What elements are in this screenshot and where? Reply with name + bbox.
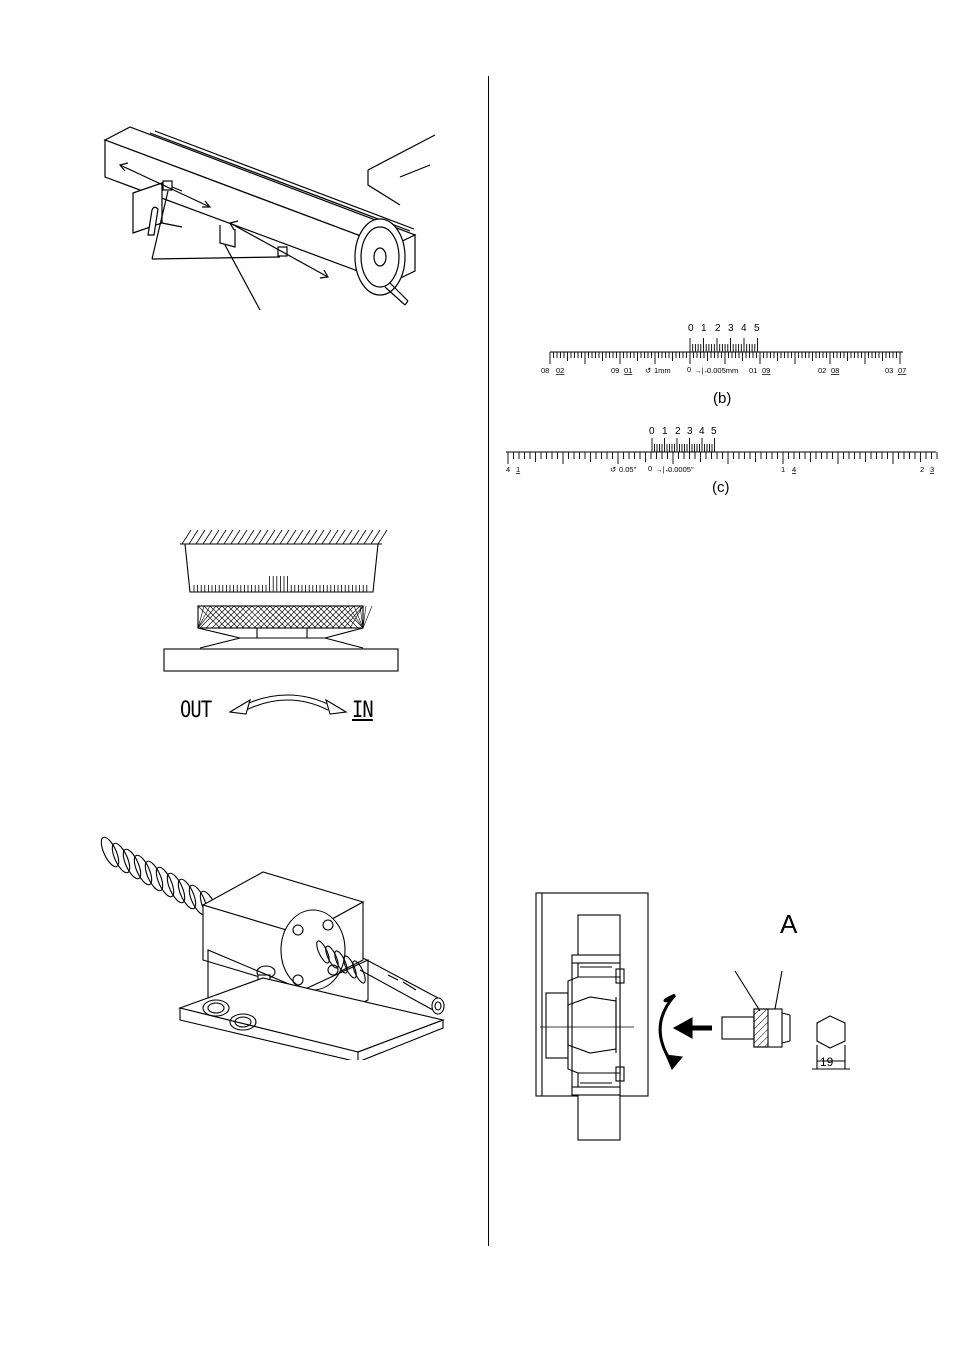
- vernier-b-zero: 0: [687, 365, 692, 374]
- vernier-c-number-5: 5: [711, 426, 717, 437]
- vernier-scale-c: [500, 420, 940, 500]
- vernier-c-number-3: 3: [687, 426, 693, 437]
- vernier-c-unit-icon: ↺: [610, 465, 617, 474]
- vernier-c-number-4: 4: [699, 426, 705, 437]
- vernier-c-label-a: 2: [920, 465, 925, 474]
- vernier-c-label-b: 1: [516, 465, 521, 474]
- vernier-b-label-b: 08: [831, 366, 840, 375]
- dial-figure: [160, 522, 405, 677]
- hex-size-label: 19: [820, 1055, 834, 1069]
- vernier-c-unit: 0.05": [619, 465, 637, 474]
- out-label: OUT: [180, 698, 212, 723]
- vernier-b-number-0: 0: [688, 323, 694, 334]
- in-label: IN: [352, 698, 373, 723]
- vernier-c-resolution-icon: →|←: [655, 465, 672, 474]
- vernier-b-number-1: 1: [701, 323, 707, 334]
- vernier-c-number-1: 1: [662, 426, 668, 437]
- vernier-b-number-2: 2: [715, 323, 721, 334]
- vernier-b-unit-icon: ↺: [645, 366, 652, 375]
- detail-label-a: A: [780, 909, 798, 939]
- vernier-c-resolution: 0.0005": [668, 465, 694, 474]
- vernier-c-number-2: 2: [675, 426, 681, 437]
- vernier-c-label-a: 1: [781, 465, 786, 474]
- vernier-b-number-5: 5: [754, 323, 760, 334]
- vernier-b-label-b: 02: [556, 366, 565, 375]
- vernier-scale-b: [535, 318, 915, 413]
- vernier-b-label-a: 02: [818, 366, 827, 375]
- vernier-c-label-b: 3: [930, 465, 935, 474]
- vernier-b-label-b: 09: [762, 366, 771, 375]
- vernier-b-resolution: 0.005mm: [707, 366, 739, 375]
- vernier-b-resolution-icon: →|←: [694, 366, 711, 375]
- vernier-b-label-a: 09: [611, 366, 620, 375]
- vernier-c-label-a: 4: [506, 465, 511, 474]
- vernier-b-unit: 1mm: [654, 366, 671, 375]
- vernier-b-caption: (b): [713, 390, 732, 407]
- vernier-c-zero: 0: [648, 464, 653, 473]
- vernier-b-label-b: 01: [624, 366, 633, 375]
- vernier-b-label-b: 07: [898, 366, 907, 375]
- direction-arc-arrow: [228, 690, 348, 720]
- spindle-bolt-figure: [530, 885, 860, 1145]
- vernier-b-number-3: 3: [728, 323, 734, 334]
- vernier-c-label-b: 4: [792, 465, 797, 474]
- vernier-b-label-a: 08: [541, 366, 550, 375]
- vernier-b-label-a: 03: [885, 366, 894, 375]
- column-divider: [488, 76, 489, 1246]
- vernier-c-number-0: 0: [649, 426, 655, 437]
- table-slide-figure: [100, 125, 440, 315]
- vernier-b-number-4: 4: [741, 323, 747, 334]
- ballscrew-figure: [98, 830, 453, 1060]
- vernier-c-caption: (c): [712, 479, 730, 496]
- vernier-b-label-a: 01: [749, 366, 758, 375]
